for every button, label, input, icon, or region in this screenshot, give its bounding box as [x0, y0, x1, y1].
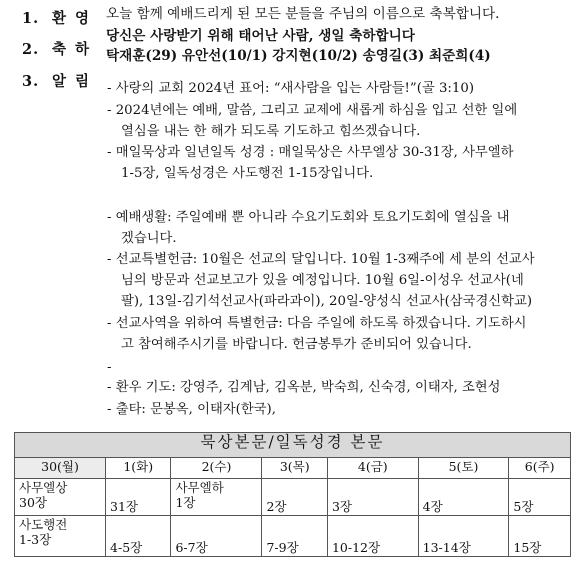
day-header: 5(토) — [418, 458, 509, 479]
notice-line: - 선교사역을 위하여 특별헌금: 다음 주일에 하도록 하겠습니다. 기도하시 — [107, 316, 527, 331]
section-number: 3. — [22, 73, 40, 90]
section-number: 2. — [22, 41, 40, 58]
welcome-text: 오늘 함께 예배드리게 된 모든 분들을 주님의 이름으로 축복합니다. — [106, 6, 500, 22]
birthday-names: 탁재훈(29) 유안선(10/1) 강지현(10/2) 송영길(3) 최준희(4) — [106, 48, 491, 64]
table-cell: 사무엘하 1장 — [171, 479, 262, 516]
section-title: 축하 — [52, 41, 99, 58]
section-title: 환영 — [52, 10, 99, 27]
table-row-meditation — [15, 479, 571, 516]
notice-line: - 매일묵상과 일년일독 성경 : 매일묵상은 사무엘상 30-31장, 사무엘하 — [107, 145, 514, 160]
table-cell: 31장 — [106, 479, 171, 516]
notice-line: 겠습니다. — [121, 231, 177, 246]
table-cell: 13-14장 — [418, 516, 509, 557]
notice-line: 1-5장, 일독성경은 사도행전 1-15장입니다. — [121, 166, 374, 181]
table-cell: 3장 — [327, 479, 418, 516]
notice-line: - — [107, 360, 112, 375]
table-row-days — [15, 458, 571, 479]
section-title: 알림 — [52, 73, 99, 90]
table-cell: 사무엘상 30장 — [15, 479, 106, 516]
day-header: 2(수) — [171, 458, 262, 479]
reading-schedule-table — [14, 432, 571, 557]
table-cell: 사도행전 1-3장 — [15, 516, 106, 557]
day-header: 3(목) — [262, 458, 327, 479]
notice-line: - 환우 기도: 강영주, 김계남, 김옥분, 박숙희, 신숙경, 이태자, 조현성 — [107, 380, 501, 395]
notice-line: - 사랑의 교회 2024년 표어: “새사람을 입는 사람들!”(골 3:10) — [107, 81, 475, 96]
day-header: 4(금) — [327, 458, 418, 479]
section-heading-notices — [22, 70, 98, 91]
table-cell: 4장 — [418, 479, 509, 516]
birthday-intro: 당신은 사랑받기 위해 태어난 사람, 생일 축하합니다 — [106, 28, 415, 44]
section-heading-birthday — [22, 38, 98, 59]
notice-line: 님의 방문과 선교보고가 있을 예정입니다. 10월 6일-이성우 선교사(네 — [121, 273, 524, 288]
day-header: 30(월) — [15, 458, 106, 479]
day-header: 6(주) — [509, 458, 571, 479]
notice-line: - 예배생활: 주일예배 뿐 아니라 수요기도회와 토요기도회에 열심을 내 — [107, 210, 510, 225]
table-cell: 7-9장 — [262, 516, 327, 557]
table-cell: 6-7장 — [171, 516, 262, 557]
notice-line: 팔), 13일-김기석선교사(파라과이), 20일-양성식 선교사(삼국경신학교) — [121, 294, 533, 309]
notice-line: - 2024년에는 예배, 말씀, 그리고 교제에 새롭게 하심을 입고 선한 일에 — [107, 103, 518, 118]
table-title: 묵상본문/일독성경 본문 — [15, 433, 571, 458]
table-cell: 5장 — [509, 479, 571, 516]
notice-line: 열심을 내는 한 해가 되도록 기도하고 힘쓰겠습니다. — [121, 124, 421, 139]
notice-line: - 선교특별헌금: 10월은 선교의 달입니다. 10월 1-3째주에 세 분의 선교사 — [107, 252, 535, 267]
notice-line: - 출타: 문봉옥, 이태자(한국), — [107, 402, 276, 417]
table-cell: 15장 — [509, 516, 571, 557]
notice-line: 고 참여해주시기를 바랍니다. 헌금봉투가 준비되어 있습니다. — [121, 337, 472, 352]
table-cell: 4-5장 — [106, 516, 171, 557]
section-heading-welcome — [22, 7, 98, 28]
section-number: 1. — [22, 10, 40, 27]
day-header: 1(화) — [106, 458, 171, 479]
table-row-reading — [15, 516, 571, 557]
table-cell: 10-12장 — [327, 516, 418, 557]
table-cell: 2장 — [262, 479, 327, 516]
